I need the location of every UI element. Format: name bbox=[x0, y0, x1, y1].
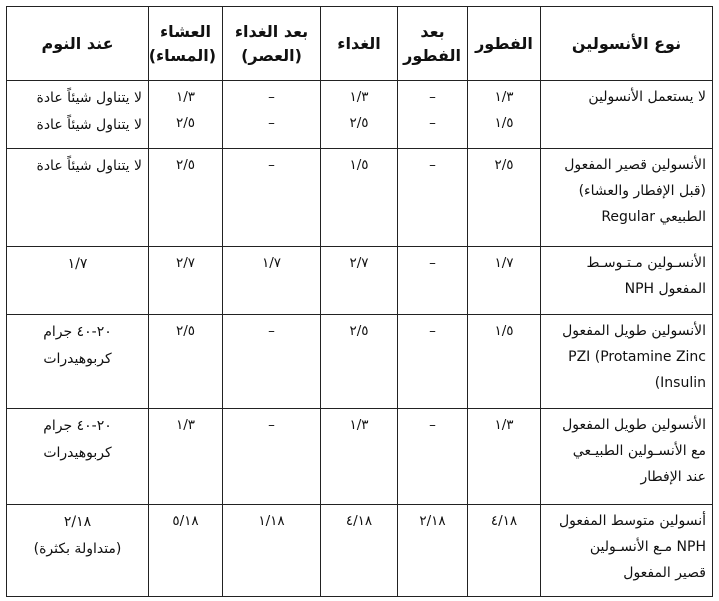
cell-value: ٢/٥ bbox=[349, 323, 369, 339]
cell-value: ١/٥ bbox=[494, 114, 514, 131]
header-dinner bbox=[149, 7, 223, 81]
cell-line: لا يتناول شيئاً عادة bbox=[36, 158, 142, 174]
cell-value: ٢/٥ bbox=[175, 157, 196, 173]
cell-insulin-type bbox=[541, 505, 713, 597]
cell-value: – bbox=[429, 89, 436, 105]
cell-value: ١/٣ bbox=[494, 89, 514, 105]
cell-line: كربوهيدرات bbox=[43, 351, 112, 368]
cell-lunch bbox=[321, 247, 398, 315]
cell-dinner bbox=[149, 81, 223, 149]
cell-lunch bbox=[321, 315, 398, 409]
header-line: بعد الغداء bbox=[234, 21, 309, 41]
cell-dinner bbox=[149, 409, 223, 505]
cell-bedtime bbox=[7, 315, 149, 409]
cell-value: ٢/٥ bbox=[175, 323, 196, 339]
cell-value: ٢/٥ bbox=[494, 157, 514, 173]
cell-line: كربوهيدرات bbox=[43, 445, 112, 462]
table-row bbox=[7, 505, 713, 597]
cell-after-lunch bbox=[223, 247, 321, 315]
table-row bbox=[7, 149, 713, 247]
cell-after-breakfast bbox=[398, 247, 468, 315]
cell-dinner bbox=[149, 149, 223, 247]
cell-insulin-type bbox=[541, 247, 713, 315]
cell-value: ١/٣ bbox=[349, 417, 369, 433]
cell-line: عند الإفطار bbox=[640, 468, 706, 485]
cell-dinner bbox=[149, 505, 223, 597]
cell-after-lunch bbox=[223, 81, 321, 149]
cell-insulin-type bbox=[541, 81, 713, 149]
cell-bedtime bbox=[7, 149, 149, 247]
cell-breakfast bbox=[468, 409, 541, 505]
cell-line: (متداولة بكثرة) bbox=[33, 541, 122, 558]
header-after-breakfast bbox=[398, 7, 468, 81]
cell-after-lunch bbox=[223, 409, 321, 505]
cell-value: ٢/١٨ bbox=[419, 513, 446, 529]
header-line: العشاء bbox=[160, 21, 211, 41]
cell-line: ٢٠-٤٠ جرام bbox=[43, 418, 112, 434]
cell-line: الأنسولين قصير المفعول bbox=[564, 157, 706, 173]
table-row bbox=[7, 81, 713, 149]
cell-value: ١/٣ bbox=[349, 89, 369, 105]
cell-lunch bbox=[321, 81, 398, 149]
header-line: (العصر) bbox=[241, 45, 302, 65]
cell-after-lunch bbox=[223, 149, 321, 247]
cell-bedtime bbox=[7, 81, 149, 149]
header-bedtime: عند النوم bbox=[7, 7, 149, 81]
header-after-lunch bbox=[223, 7, 321, 81]
cell-value: – bbox=[429, 157, 436, 173]
cell-line: الأنسولين طويل المفعول bbox=[562, 417, 706, 433]
cell-bedtime bbox=[7, 247, 149, 315]
cell-value: ٥/١٨ bbox=[172, 513, 199, 529]
cell-value: – bbox=[268, 157, 275, 173]
cell-line: NPH مـع الأنسـولين bbox=[589, 538, 706, 555]
cell-value: ١/١٨ bbox=[258, 513, 285, 529]
cell-value: – bbox=[268, 417, 275, 433]
cell-line: الأنسولين طويل المفعول bbox=[562, 323, 706, 339]
cell-line: أنسولين متوسط المفعول bbox=[558, 513, 706, 529]
cell-dinner bbox=[149, 247, 223, 315]
cell-line: المفعول NPH bbox=[624, 280, 706, 297]
cell-value: ٢/٧ bbox=[175, 255, 196, 271]
cell-lunch bbox=[321, 505, 398, 597]
cell-lunch bbox=[321, 409, 398, 505]
cell-after-breakfast bbox=[398, 149, 468, 247]
cell-value: ١/٧ bbox=[261, 255, 282, 271]
cell-insulin-type bbox=[541, 149, 713, 247]
cell-value: – bbox=[268, 89, 275, 105]
cell-after-breakfast bbox=[398, 505, 468, 597]
cell-breakfast bbox=[468, 247, 541, 315]
header-line: بعد bbox=[420, 21, 445, 41]
cell-after-breakfast bbox=[398, 409, 468, 505]
cell-after-breakfast bbox=[398, 81, 468, 149]
cell-value: ١/٣ bbox=[175, 89, 196, 105]
header-line: الفطور bbox=[403, 45, 461, 65]
cell-insulin-type bbox=[541, 409, 713, 505]
cell-line: قصير المفعول bbox=[623, 564, 706, 581]
cell-value: – bbox=[268, 323, 275, 339]
cell-value: – bbox=[429, 323, 436, 339]
cell-bedtime bbox=[7, 409, 149, 505]
cell-breakfast bbox=[468, 315, 541, 409]
cell-value: – bbox=[429, 417, 436, 433]
cell-line: الطبيعي Regular bbox=[601, 208, 706, 225]
cell-value: ٢/٥ bbox=[349, 114, 369, 131]
header-line: (المساء) bbox=[148, 45, 216, 65]
cell-line: ١/٧ bbox=[67, 256, 88, 272]
cell-line: الأنسـولين مـتـوسـط bbox=[586, 255, 706, 271]
insulin-meal-distribution-table bbox=[6, 6, 713, 597]
cell-breakfast bbox=[468, 81, 541, 149]
cell-line: Insulin) bbox=[654, 374, 706, 391]
cell-value: ٤/١٨ bbox=[345, 513, 373, 529]
cell-value: ١/٥ bbox=[349, 157, 369, 173]
header-insulin-type: نوع الأنسولين bbox=[541, 7, 713, 81]
cell-value: ١/٣ bbox=[494, 417, 514, 433]
header-breakfast: الفطور bbox=[468, 7, 541, 81]
cell-value: – bbox=[429, 255, 436, 271]
cell-line: لا يتناول شيئاً عادة bbox=[36, 90, 142, 106]
cell-value: ٢/٥ bbox=[175, 114, 196, 131]
cell-value: – bbox=[429, 114, 436, 131]
cell-line: لا يستعمل الأنسولين bbox=[588, 89, 706, 105]
cell-after-breakfast bbox=[398, 315, 468, 409]
cell-bedtime bbox=[7, 505, 149, 597]
cell-insulin-type bbox=[541, 315, 713, 409]
table-row bbox=[7, 247, 713, 315]
cell-lunch bbox=[321, 149, 398, 247]
table-row bbox=[7, 315, 713, 409]
cell-value: ٢/٧ bbox=[349, 255, 369, 271]
cell-value: ١/٣ bbox=[175, 417, 196, 433]
table-row bbox=[7, 409, 713, 505]
cell-line: مع الأنسـولين الطبيـعي bbox=[572, 442, 706, 459]
cell-value: ١/٥ bbox=[494, 323, 514, 339]
cell-value: – bbox=[268, 114, 275, 131]
cell-after-lunch bbox=[223, 505, 321, 597]
cell-after-lunch bbox=[223, 315, 321, 409]
cell-breakfast bbox=[468, 149, 541, 247]
cell-line: (قبل الإفطار والعشاء) bbox=[578, 182, 706, 199]
cell-breakfast bbox=[468, 505, 541, 597]
cell-value: ٤/١٨ bbox=[490, 513, 518, 529]
cell-value: ١/٧ bbox=[494, 255, 514, 271]
cell-line: ٢/١٨ bbox=[63, 514, 92, 530]
cell-line: ٢٠-٤٠ جرام bbox=[43, 324, 112, 340]
cell-dinner bbox=[149, 315, 223, 409]
cell-line: لا يتناول شيئاً عادة bbox=[36, 117, 142, 134]
header-row bbox=[7, 7, 713, 81]
header-lunch: الغداء bbox=[321, 7, 398, 81]
cell-line: PZI (Protamine Zinc bbox=[568, 348, 706, 365]
